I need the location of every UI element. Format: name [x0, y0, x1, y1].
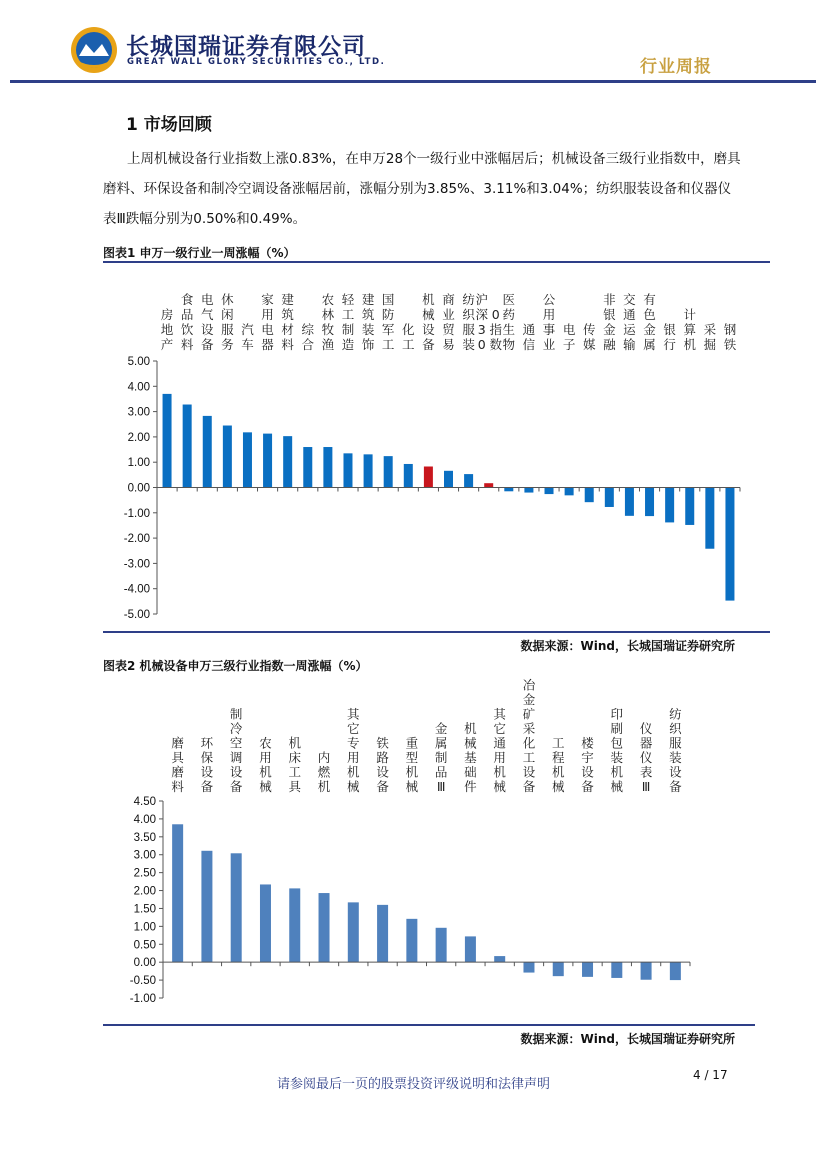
bar-农用机械 [260, 884, 271, 962]
category-label: 其它通用机械 [493, 706, 506, 794]
y-tick-label: -4.00 [123, 583, 150, 596]
figure1-title: 图表1 申万一级行业一周涨幅（%） [103, 246, 296, 260]
category-label: 有色金属 [643, 292, 656, 352]
category-label: 印刷包装机械 [610, 706, 624, 794]
category-label: 内燃机 [317, 750, 331, 794]
y-tick-label: -3.00 [123, 558, 150, 571]
category-label: 环保设备 [200, 735, 214, 794]
y-tick-label: 4.50 [133, 796, 156, 808]
category-label: 机械基础件 [464, 721, 477, 794]
bar-内燃机 [319, 893, 330, 962]
category-label: 食品饮料 [180, 292, 194, 352]
bar-机械基础件 [465, 936, 476, 962]
bar-磨具磨料 [172, 824, 183, 962]
y-tick-label: 1.50 [133, 903, 156, 916]
category-label: 工程机械 [551, 735, 565, 794]
category-label: 0 指数 [489, 307, 502, 352]
bar-铁路设备 [377, 905, 388, 962]
category-label: 化工 [402, 322, 415, 352]
figure1-source: 数据来源：Wind，长城国瑞证券研究所 [520, 639, 735, 653]
y-tick-label: -1.00 [129, 993, 156, 1005]
category-label: 建筑装饰 [361, 292, 375, 352]
category-label: 非银金融 [603, 292, 616, 352]
category-label: 建筑材料 [281, 292, 294, 352]
figure2-source: 数据来源：Wind，长城国瑞证券研究所 [520, 1032, 735, 1046]
disclaimer-note: 请参阅最后一页的股票投资评级说明和法律声明 [276, 1077, 550, 1092]
y-tick-label: 0.00 [133, 957, 156, 970]
y-tick-label: 2.50 [133, 867, 156, 880]
figure2-title: 图表2 机械设备申万三级行业指数一周涨幅（%） [103, 659, 368, 673]
category-label: 通信 [522, 322, 536, 352]
y-tick-label: 1.00 [133, 921, 156, 934]
y-tick-label: 1.00 [127, 457, 150, 470]
category-label: 休闲服务 [221, 292, 234, 352]
y-tick-label: 5.00 [127, 356, 150, 368]
y-tick-label: -2.00 [123, 533, 150, 546]
category-label: 重型机械 [405, 735, 419, 794]
bar-环保设备 [201, 851, 212, 962]
y-tick-label: -0.50 [129, 975, 156, 988]
category-label: 制冷空调设备 [229, 706, 243, 794]
y-tick-label: 2.00 [133, 885, 156, 898]
category-label: 公用事业 [542, 292, 556, 352]
category-label: 机床工具 [288, 735, 302, 794]
page-number: 4 / 17 [693, 1068, 728, 1082]
category-label: 采掘 [703, 322, 717, 352]
category-label: 电子 [562, 322, 576, 352]
report-type: 行业周报 [640, 57, 712, 77]
y-tick-label: 3.00 [133, 849, 156, 862]
y-tick-label: 3.00 [127, 406, 150, 419]
figure2-bottom-rule [103, 1024, 755, 1026]
category-label: 金属制品 Ⅲ [434, 721, 448, 794]
y-tick-label: 3.50 [133, 831, 156, 844]
category-label: 仪器仪表 Ⅲ [639, 721, 653, 794]
category-label: 交通运输 [623, 292, 636, 352]
category-label: 铁路设备 [376, 735, 389, 794]
y-tick-label: 0.00 [127, 482, 150, 495]
bar-制冷空调设备 [231, 853, 242, 962]
category-label: 房地产 [160, 307, 174, 352]
category-label: 冶金矿采化工设备 [522, 677, 536, 794]
category-label: 楼宇设备 [581, 735, 594, 794]
bar-金属制品Ⅲ [436, 928, 447, 962]
category-label: 纺织服装 [462, 292, 475, 352]
category-label: 家用电器 [261, 292, 274, 352]
category-label: 机械设备 [422, 292, 435, 352]
category-label: 电气设备 [201, 292, 214, 352]
bar-其它通用机械 [494, 956, 505, 962]
category-label: 计算机 [683, 307, 696, 352]
category-label: 国防军工 [381, 292, 395, 352]
category-label: 商业贸易 [442, 292, 455, 352]
company-name-en: GREAT WALL GLORY SECURITIES CO., LTD. [127, 57, 386, 67]
bar-楼宇设备 [582, 962, 593, 977]
bar-其它专用机械 [348, 902, 359, 962]
bar-机床工具 [289, 888, 300, 962]
bar-工程机械 [553, 962, 564, 976]
company-name-cn: 长城国瑞证券有限公司 [126, 34, 366, 60]
category-label: 综合 [301, 322, 315, 352]
category-label: 钢铁 [723, 322, 737, 352]
category-label: 医药生物 [502, 292, 516, 352]
bar-仪器仪表Ⅲ [641, 962, 652, 980]
category-label: 传媒 [582, 322, 596, 352]
bar-冶金矿采化工设备 [523, 962, 534, 972]
y-tick-label: -1.00 [123, 507, 150, 520]
y-tick-label: 0.50 [133, 939, 156, 952]
category-label: 农林牧渔 [321, 292, 335, 352]
category-label: 银行 [663, 322, 676, 352]
bar-纺织服装设备 [670, 962, 681, 980]
y-tick-label: 4.00 [127, 381, 150, 394]
category-label: 其它专用机械 [347, 706, 360, 794]
category-label: 轻工制造 [341, 292, 355, 352]
category-label: 纺织服装设备 [669, 706, 682, 794]
y-tick-label: 2.00 [127, 431, 150, 444]
category-label: 汽车 [241, 322, 254, 352]
bar-印刷包装机械 [611, 962, 622, 978]
category-label: 沪深 3 0 [475, 292, 488, 352]
y-tick-label: 4.00 [133, 813, 156, 826]
category-label: 农用机械 [259, 735, 272, 794]
category-label: 磨具磨料 [171, 735, 184, 794]
section-title: 1 市场回顾 [126, 115, 212, 135]
bar-重型机械 [406, 919, 417, 962]
y-tick-label: -5.00 [123, 609, 150, 621]
summary-paragraph: 上周机械设备行业指数上涨0.83%，在申万28个一级行业中涨幅居后；机械设备三级行业指数中，磨具磨料、环保设备和制冷空调设备涨幅居前，涨幅分别为3.85%、3.11%和3.04%；纺织服装设备和仪器仪表Ⅲ跌幅分别为0.50%和0.49%。 [103, 151, 741, 227]
